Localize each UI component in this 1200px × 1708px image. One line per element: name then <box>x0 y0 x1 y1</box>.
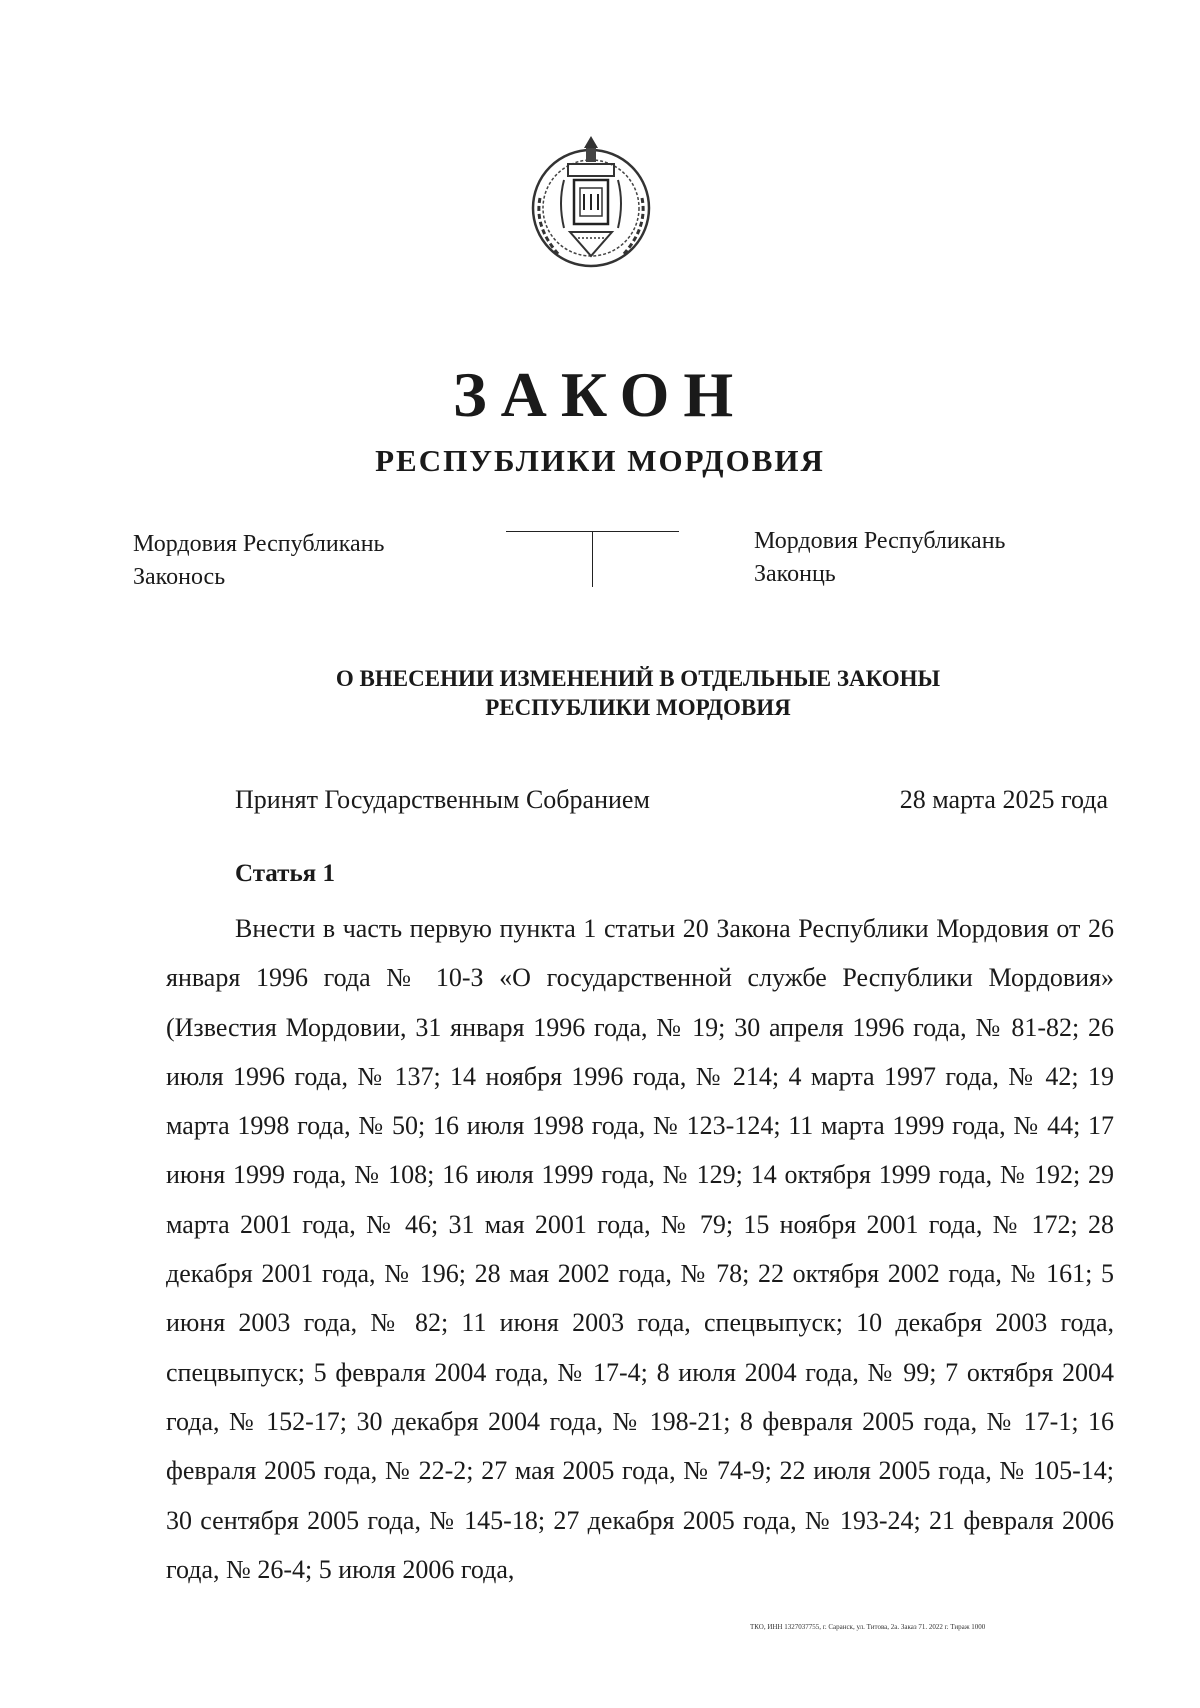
mokshan-line-1: Мордовия Республикань <box>133 531 385 557</box>
erzyan-line-2: Законць <box>754 561 836 587</box>
adoption-date: 28 марта 2025 года <box>899 785 1108 814</box>
document-title-line-2: РЕСПУБЛИКИ МОРДОВИЯ <box>485 695 791 720</box>
print-imprint: ТКО, ИНН 1327037755, г. Саранск, ул. Титова, 2а. Заказ 71. 2022 г. Тираж 1000 <box>750 1623 986 1631</box>
republic-subtitle: РЕСПУБЛИКИ МОРДОВИЯ <box>375 443 825 478</box>
article-body-text: Внести в часть первую пункта 1 статьи 20 Закона Республики Мордовия от 26 января 1996 года № 10-З «О государственной службе Республики Мордовия» (Известия Мордовии, 31 января 1996 года, № 19; 30 апреля 1996 года, № 81-82; 26 июля 1996 года, № 137; 14 ноября 1996 года, № 214; 4 марта 1997 года, № 42; 19 марта 1998 года, № 50; 16 июля 1998 года, № 123-124; 11 марта 1999 года, № 44; 17 июня 1999 года, № 108; 16 июля 1999 года, № 129; 14 октября 1999 года, № 192; 29 марта 2001 года, № 46; 31 мая 2001 года, № 79; 15 ноября 2001 года, № 172; 28 декабря 2001 года, № 196; 28 мая 2002 года, № 78; 22 октября 2002 года, № 161; 5 июня 2003 года, № 82; 11 июня 2003 года, спецвыпуск; 10 декабря 2003 года, спецвыпуск; 5 февраля 2004 года, № 17-4; 8 июля 2004 года, № 99; 7 октября 2004 года, № 152-17; 30 декабря 2004 года, № 198-21; 8 февраля 2005 года, № 17-1; 16 февраля 2005 года, № 22-2; 27 мая 2005 года, № 74-9; 22 июля 2005 года, № 105-14; 30 сентября 2005 года, № 145-18; 27 декабря 2005 года, № 193-24; 21 февраля 2006 года, № 26-4; 5 июля 2006 года, <box>166 914 1114 1584</box>
document-title-line-1: О ВНЕСЕНИИ ИЗМЕНЕНИЙ В ОТДЕЛЬНЫЕ ЗАКОНЫ <box>335 666 941 691</box>
document-title <box>0 664 1200 722</box>
erzyan-caption <box>754 525 1005 591</box>
adoption-label: Принят Государственным Собранием <box>235 785 650 814</box>
mokshan-line-2: Законось <box>133 564 226 590</box>
article-heading: Статья 1 <box>235 860 335 887</box>
law-title: ЗАКОН <box>452 359 748 430</box>
erzyan-line-1: Мордовия Республикань <box>754 528 1006 554</box>
coat-of-arms-emblem <box>520 128 662 278</box>
header-divider-vertical <box>592 531 593 587</box>
mokshan-caption <box>133 528 384 594</box>
